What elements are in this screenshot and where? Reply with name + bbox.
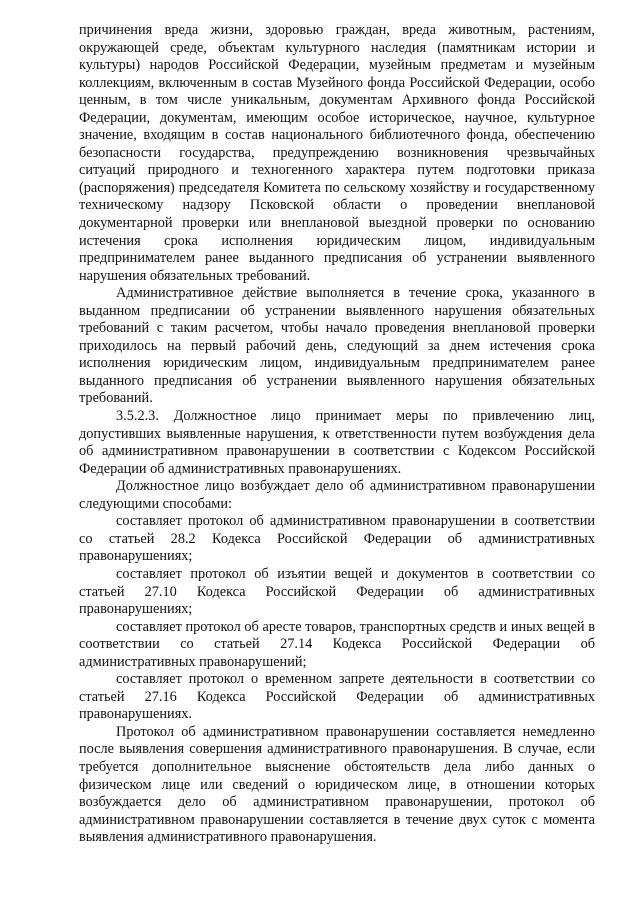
paragraph-final: Протокол об административном правонарушении составляется немедленно после выявления совершения административного правонарушения. В случае, если требуется дополнительное выяснение обстоятельств дела либо данных о физическом лице или сведений о юридическом лице, в отношении которых возбуждается дело об административном правонарушении, протокол об административном правонарушении составляется в течение двух суток с момента выявления административного правонарушения. xyxy=(79,723,595,846)
paragraph-2: Административное действие выполняется в течение срока, указанного в выданном предписании об устранении выявленного нарушения обязательных требований с таким расчетом, чтобы начало проведения внеплановой проверки приходилось на первый рабочий день, следующий за днем истечения срока исполнения юридическим лицом, индивидуальным предпринимателем ранее выданного предписания об устранении выявленного нарушения обязательных требований. xyxy=(79,285,595,407)
paragraph-4: Должностное лицо возбуждает дело об административном правонарушении следующими способами: xyxy=(79,478,595,512)
list-item-protocol-28-2: составляет протокол об административном правонарушении в соответствии со статьей 28.2 Кодекса Российской Федерации об административных правонарушениях; xyxy=(79,513,595,565)
list-item-protocol-27-16: составляет протокол о временном запрете деятельности в соответствии со статьей 27.16 Кодекса Российской Федерации об административных правонарушениях. xyxy=(79,671,595,723)
paragraph-3: 3.5.2.3. Должностное лицо принимает меры по привлечению лиц, допустивших выявленные нарушения, к ответственности путем возбуждения дела об административном правонарушении в соответствии с Кодексом Российской Федерации об административных правонарушениях. xyxy=(79,408,595,477)
list-item-protocol-27-10: составляет протокол об изъятии вещей и документов в соответствии со статьей 27.10 Кодекса Российской Федерации об административных правонарушениях; xyxy=(79,565,595,618)
paragraph-1: причинения вреда жизни, здоровью граждан, вреда животным, растениям, окружающей среде, объектам культурного наследия (памятникам истории и культуры) народов Российской Федерации, музейным предметам и музейным коллекциям, включенным в состав Музейного фонда Российской Федерации, особо ценным, в том числе уникальным, документам Архивного фонда Российской Федерации, документам, имеющим особое историческое, научное, культурное значение, входящим в состав национального библиотечного фонда, обеспечению безопасности государства, предупреждению возникновения чрезвычайных ситуаций природного и техногенного характера путем подготовки приказа (распоряжения) председателя Комитета по сельскому хозяйству и государственному техническому надзору Псковской области о проведении внеплановой документарной проверки или внеплановой выездной проверки по основанию истечения срока исполнения юридическим лицом, индивидуальным предпринимателем ранее выданного предписания об устранении выявленного нарушения обязательных требований. xyxy=(79,22,595,284)
document-body xyxy=(79,22,595,847)
list-item-protocol-27-14: составляет протокол об аресте товаров, транспортных средств и иных вещей в соответствии со статьей 27.14 Кодекса Российской Федерации об административных правонарушений; xyxy=(79,618,595,670)
